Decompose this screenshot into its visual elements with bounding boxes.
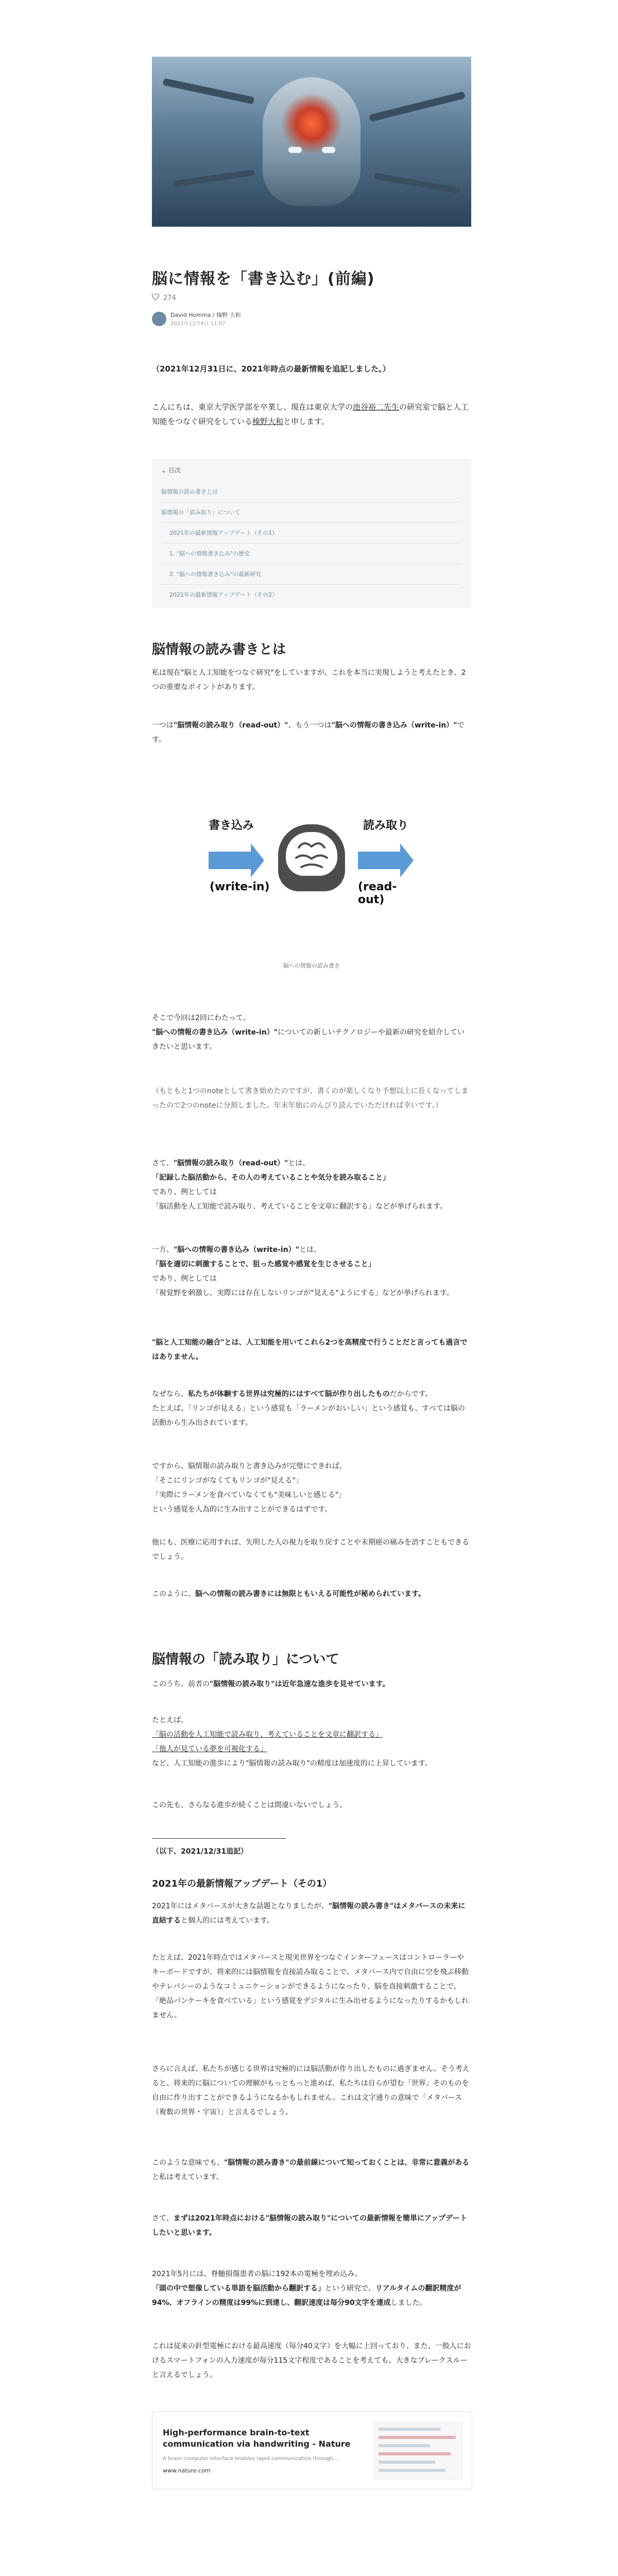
text: そこで今回は2回にわたって、 <box>152 1014 250 1022</box>
text: 一つは <box>152 721 174 730</box>
publish-date: 2022年12月4日 11:07 <box>170 321 226 327</box>
update-notice: （2021年12月31日に、2021年時点の最新情報を追記しました。） <box>152 364 390 374</box>
paragraph: これは従来の針型電極における最高速度（毎分40文字）を大幅に上回っており、また、一般人におけるスマートフォンの入力速度が毎分115文字程度であることを考えても、大きなブレークスルーと言えるでしょう。 <box>152 2342 471 2379</box>
toc-item[interactable]: 脳情報の「読み取り」について <box>161 509 241 516</box>
toc-divider <box>161 522 461 523</box>
intro-text: の研究室で脳と人工知能をつなぐ研究をしている <box>152 402 469 426</box>
paragraph <box>152 1587 471 1601</box>
text: 「視覚野を刺激し、実際には存在しないリンゴが"見える"ようにする」などが挙げられます。 <box>152 1289 454 1297</box>
section-heading-readout: 脳情報の「読み取り」について <box>152 1652 339 1667</box>
paragraph: この先も、さらなる進歩が続くことは間違いないでしょう。 <box>152 1801 347 1809</box>
paragraph <box>152 1011 471 1054</box>
article-title: 脳に情報を「書き込む」(前編) <box>152 270 375 288</box>
write-in-arrow <box>209 852 251 869</box>
text: という研究で、 <box>325 2284 375 2293</box>
write-in-en-label: (write-in) <box>210 880 270 893</box>
text: とは、 <box>299 1246 321 1254</box>
paragraph <box>152 1387 471 1430</box>
text: リアルタイムの翻訳精度が94%、オフラインの精度は99%に到達し、翻訳速度は毎分90文字を達成 <box>152 2284 461 2307</box>
paragraph <box>152 1243 471 1300</box>
paragraph <box>152 2211 471 2240</box>
text: など、人工知能の進歩により"脳情報の読み取り"の精度は加速度的に上昇しています。 <box>152 1759 432 1768</box>
text: 「脳を適切に刺激することで、狙った感覚や感覚を生じさせること」 <box>152 1260 375 1268</box>
thumb-line <box>379 2461 435 2464</box>
text: "脳情報の読み取り"は近年急速な進歩を見せています。 <box>210 1680 390 1688</box>
write-in-label: 書き込み <box>209 819 254 832</box>
text: 私たちが体験する世界は究極的にはすべて脳が作り出したもの <box>188 1390 390 1398</box>
text: "脳への情報の書き込み（write-in）" <box>174 1246 299 1254</box>
table-of-contents <box>152 459 471 608</box>
text: です。 <box>152 721 465 744</box>
paragraph: "脳と人工知能の融合"とは、人工知能を用いてこれら2つを高精度で行うことだと言っても過言ではありません。 <box>152 1338 468 1361</box>
text: さて、 <box>152 2214 174 2223</box>
nature-link-card[interactable] <box>152 2411 472 2489</box>
hero-cable <box>369 91 466 122</box>
card-thumbnail <box>374 2422 462 2480</box>
text: さて、 <box>152 1159 174 1167</box>
text: 「実際にラーメンを食べていなくても"美味しいと感じる"」 <box>152 1491 346 1499</box>
paragraph <box>152 2267 471 2310</box>
read-out-en-label: (read-out) <box>358 880 397 906</box>
text: と私は考えています。 <box>152 2173 224 2181</box>
text: 「そこにリンゴがなくてもリンゴが"見える"」 <box>152 1477 303 1485</box>
text: このような意味でも、 <box>152 2159 224 2167</box>
paragraph: 他にも、医療に応用すれば、失明した人の視力を取り戻すことや末期癌の痛みを消すこともできるでしょう。 <box>152 1538 469 1561</box>
author-block[interactable] <box>152 311 241 327</box>
hero-brain-glow <box>281 93 342 155</box>
toc-divider <box>161 584 461 585</box>
hero-cable <box>163 78 255 104</box>
card-description: A brain–computer interface enables rapid communication through... <box>163 2456 338 2462</box>
ikegaya-link[interactable]: 池谷裕二先生 <box>353 402 400 412</box>
text: ですから、脳情報の読み取りと書き込みが完璧にできれば、 <box>152 1462 347 1470</box>
text: このうち、前者の <box>152 1680 210 1688</box>
paragraph <box>152 1899 471 1928</box>
diagram-caption: 脳への情報の読み書き <box>283 962 340 969</box>
hero-eye <box>288 147 302 153</box>
hero-cable <box>173 170 255 187</box>
text: についての新しいテクノロジーや最新の研究を紹介していきたいと思います。 <box>152 1028 465 1051</box>
paragraph <box>152 2156 471 2184</box>
text: 、もう一つは <box>288 721 332 730</box>
text: 2021年にはメタバースが大きな話題となりましたが、 <box>152 1902 329 1910</box>
toc-divider <box>161 543 461 544</box>
text: しました。 <box>390 2299 427 2307</box>
section-heading-readwrite: 脳情報の読み書きとは <box>152 642 286 657</box>
like-count: 274 <box>163 294 176 302</box>
text: だからです。 <box>389 1390 433 1398</box>
card-url: www.nature.com <box>163 2467 211 2474</box>
toc-item[interactable]: 2021年の最新情報アップデート（その1） <box>169 530 278 536</box>
translation-article-link[interactable]: 「脳の活動を人工知能で読み取り、考えていることを文章に翻訳する」 <box>152 1731 383 1739</box>
toc-item[interactable]: 1. "脳への情報書き込み"の歴史 <box>169 550 250 557</box>
brain-icon <box>286 832 337 876</box>
text: "脳への情報の書き込み（write-in）" <box>152 1028 278 1037</box>
text: という感覚を人為的に生み出すことができるはずです。 <box>152 1505 332 1514</box>
text: "脳情報の読み書き"はメタバースの未来に直結する <box>152 1902 466 1925</box>
hero-eye <box>322 147 335 153</box>
chevron-down-icon: ⌄ <box>161 467 168 474</box>
heart-icon <box>152 294 159 302</box>
avatar[interactable] <box>152 312 166 326</box>
hero-image <box>152 57 471 227</box>
paragraph <box>152 1677 471 1691</box>
toc-toggle[interactable] <box>161 466 181 474</box>
text: まずは2021年時点における"脳情報の読み取り"についての最新情報を簡単にアップデートしたいと思います。 <box>152 2214 468 2237</box>
intro-text: こんにちは、東京大学医学部を卒業し、現在は東京大学の <box>152 402 353 412</box>
text: 2021年5月には、脊髄損傷患者の脳に192本の電極を埋め込み、 <box>152 2270 363 2278</box>
text: とは、 <box>288 1159 310 1167</box>
readwrite-diagram <box>209 817 415 920</box>
toc-item[interactable]: 2. "脳への情報書き込み"の最新研究 <box>169 571 262 578</box>
thumb-line <box>379 2428 440 2431</box>
text: "脳情報の読み取り（read-out）" <box>174 721 288 730</box>
paragraph <box>152 1156 471 1214</box>
text: このように、 <box>152 1590 195 1598</box>
paragraph <box>152 718 471 747</box>
thumb-line <box>379 2452 451 2455</box>
text: と個人的には考えています。 <box>181 1917 274 1925</box>
intro-paragraph <box>152 400 471 429</box>
text: 「脳活動を人工知能で読み取り、考えていることを文章に翻訳する」などが挙げられます。 <box>152 1202 447 1211</box>
text: 「頭の中で想像している単語を脳活動から翻訳する」 <box>152 2284 325 2293</box>
aside-paragraph: （もともと1つのnoteとして書き始めたのですが、書くのが楽しくなり予想以上に長くなってしまったので2つのnoteに分割しました。年末年始にのんびり読んでいただければ幸いです。） <box>152 1087 469 1110</box>
dream-article-link[interactable]: 「他人が見ている夢を可視化する」 <box>152 1745 267 1753</box>
thumb-line <box>379 2436 456 2439</box>
like-button[interactable] <box>152 294 176 302</box>
author-name[interactable]: David Homma / 榛野 大和 <box>170 312 241 318</box>
text: であり、例としては <box>152 1275 217 1283</box>
text: 「記録した脳活動から、その人の考えていることや気分を読み取ること」 <box>152 1174 390 1182</box>
paragraph <box>152 1713 471 1771</box>
read-out-label: 読み取り <box>363 819 409 832</box>
paragraph <box>152 1459 471 1517</box>
text: であり、例としては <box>152 1188 217 1196</box>
update-heading: 2021年の最新情報アップデート（その1） <box>152 1878 332 1889</box>
text: 脳への情報の読み書きには無限ともいえる可能性が秘められています。 <box>195 1590 425 1598</box>
toc-heading: 目次 <box>168 467 181 474</box>
toc-item[interactable]: 2021年の最新情報アップデート（その2） <box>169 591 278 598</box>
hero-cable <box>373 173 461 194</box>
card-title[interactable]: High-performance brain-to-text communication via handwriting - Nature <box>163 2428 351 2449</box>
update-label: （以下、2021/12/31追記） <box>152 1848 248 1856</box>
paragraph: 私は現在"脳と人工知能をつなぐ研究"をしていますが、これを本当に実現しようと考えたとき、2つの重要なポイントがあります。 <box>152 669 466 691</box>
read-out-arrow <box>358 852 400 869</box>
divider <box>152 1838 286 1839</box>
author-name-link[interactable]: 榛野大和 <box>252 417 284 426</box>
text: "脳への情報の書き込み（write-in）" <box>331 721 457 730</box>
text: 一方、 <box>152 1246 174 1254</box>
text: たとえば、「リンゴが見える」という感覚も「ラーメンがおいしい」という感覚も、すべては脳の活動から生み出されています。 <box>152 1404 466 1427</box>
text: なぜなら、 <box>152 1390 188 1398</box>
toc-item[interactable]: 脳情報の読み書きとは <box>161 488 218 495</box>
thumb-line <box>379 2469 445 2472</box>
paragraph: さらに言えば、私たちが感じる世界は究極的には脳活動が作り出したものに過ぎません。そう考えると、将来的に脳についての理解がもっともっと進めば、私たちは自らが望む「世界」そのものを自由に作り出すことができるようになるかもしれません。これは文字通りの意味で「メタバース（複数の世界・宇宙）」と言えるでしょう。 <box>152 2065 470 2116</box>
text: たとえば、 <box>152 1716 188 1724</box>
text: "脳情報の読み書き"の最前線について知っておくことは、非常に意義がある <box>224 2159 470 2167</box>
paragraph: たとえば、2021年時点ではメタバースと現実世界をつなぐインターフェースはコントローラーやキーボードですが、将来的には脳情報を直接読み取ることで、メタバース内で自由に空を飛ぶ移動やテレパシーのようなコミュニケーションができるようになったり、脳を直接刺激することで、「絶品パンケーキを食べている」という感覚をデジタルに生み出せるようになったりするかもしれません。 <box>152 1954 469 2020</box>
thumb-line <box>379 2444 430 2447</box>
intro-text: と申します。 <box>283 417 329 426</box>
text: "脳情報の読み取り（read-out）" <box>173 1159 288 1167</box>
